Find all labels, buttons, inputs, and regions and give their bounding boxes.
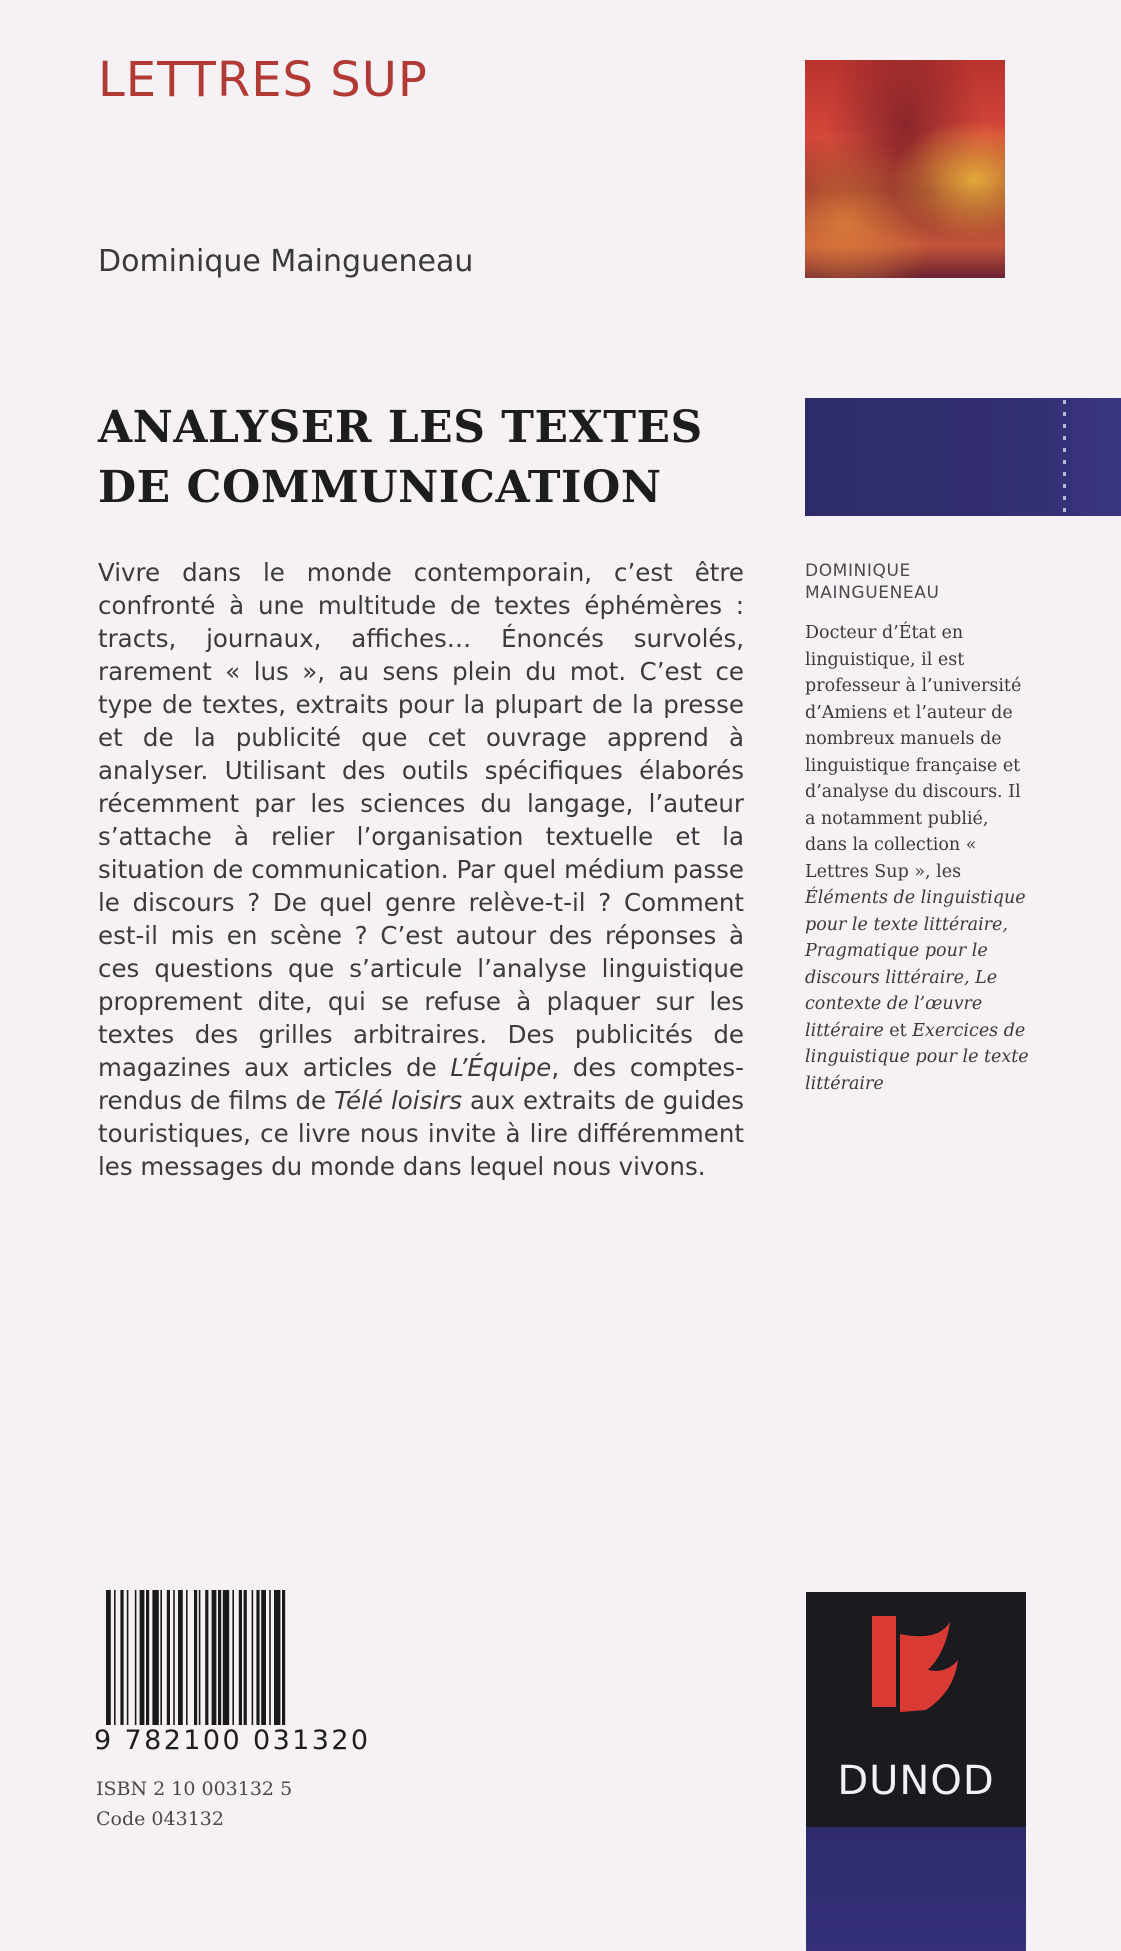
publisher-name: DUNOD (837, 1758, 995, 1804)
book-title-line-1: ANALYSER LES TEXTES (98, 402, 703, 453)
author-bio (805, 620, 1035, 1097)
book-title (98, 398, 738, 518)
blurb-italic-title: Télé loisirs (334, 1086, 463, 1115)
blurb-text: Vivre dans le monde contemporain, c’est être confronté à une multitude de textes éphémères : tracts, journaux, affiches… Énoncés survolés, rarement « lus », au sens plein du mot. C’est ce type de textes, extraits pour la plupart de la presse et de la publicité que cet ouvrage apprend à analyser. Utilisant des outils spécifiques élaborés récemment par les sciences du langage, l’auteur s’attache à relier l’organisation textuelle et la situation de communication. Par quel médium passe le discours ? De quel genre relève-t-il ? Comment est-il mis en scène ? C’est autour des réponses à ces questions que s’articule l’analyse linguistique proprement dite, qui se refuse à plaquer sur les textes des grilles arbitraires. Des publicités de magazines aux articles de (98, 558, 744, 1082)
isbn-number: ISBN 2 10 003132 5 (96, 1778, 293, 1800)
bio-italic-titles: Éléments de linguistique pour le texte littéraire, Pragmatique pour le discours littéraire, Le contexte de l’œuvre littéraire (805, 888, 1026, 1041)
blurb-text: , des comptes-rendus de films de (98, 1053, 744, 1115)
bio-text: et (883, 1020, 913, 1041)
back-cover-blurb (98, 556, 744, 1183)
bio-author-name: DOMINIQUE MAINGUENEAU (805, 561, 940, 603)
bio-italic-titles: Exercices de linguistique pour le texte littéraire (805, 1020, 1029, 1094)
product-code: Code 043132 (96, 1808, 224, 1830)
book-title-line-2: DE COMMUNICATION (98, 462, 662, 513)
bio-text: Docteur d’État en linguistique, il est professeur à l’université d’Amiens et l’auteur de nombreux manuels de linguistique française et d’analyse du discours. Il a notamment publié, dans la collection « Lettres Sup », les (805, 623, 1022, 882)
series-label: LETTRES SUP (98, 52, 428, 108)
cover-artwork-thumbnail (805, 60, 1005, 278)
blurb-text: aux extraits de guides touristiques, ce livre nous invite à lire différemment les messages du monde dans lequel nous vivons. (98, 1086, 744, 1181)
bottom-blue-band (806, 1827, 1026, 1951)
blurb-italic-title: L’Équipe (450, 1053, 552, 1082)
author-name: Dominique Maingueneau (98, 244, 474, 279)
blue-color-band (805, 398, 1121, 516)
barcode-digits: 9 782100 031320 (94, 1725, 371, 1756)
dunod-emblem-icon (868, 1612, 968, 1752)
spine-marks (1063, 400, 1066, 512)
